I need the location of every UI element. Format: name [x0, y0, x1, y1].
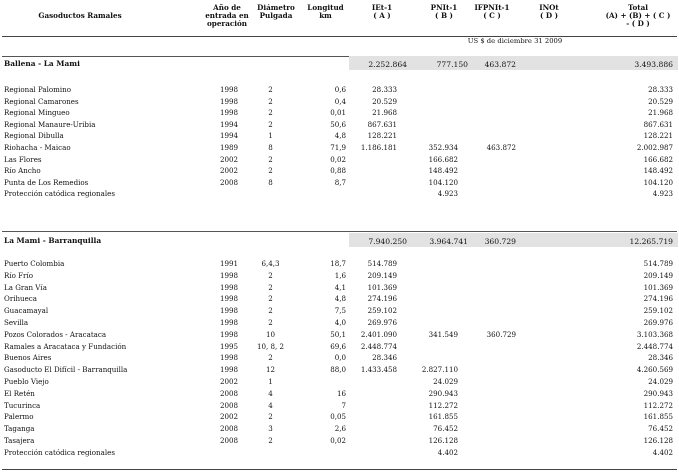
row-name: Protección catódica regionales — [4, 447, 115, 457]
row-iet: 1.186.181 — [360, 143, 397, 152]
header-name: Gasoductos Ramales — [38, 11, 122, 20]
row-iet: 867.631 — [367, 119, 397, 129]
row-diameter: 2 — [268, 154, 273, 164]
row-year: 1998 — [219, 365, 238, 375]
row-year: 1998 — [219, 85, 238, 94]
row-iet: 1.433.458 — [360, 365, 397, 375]
table-row — [0, 108, 679, 119]
section-total-a: 7.940.250 — [368, 236, 407, 246]
row-diameter: 2 — [268, 119, 273, 129]
row-diameter: 4 — [268, 400, 273, 410]
header-pnit-label: PNIt-1 — [430, 3, 458, 12]
row-total: 3.103.368 — [636, 329, 673, 339]
row-total: 4.402 — [652, 447, 673, 457]
row-year: 2008 — [219, 388, 238, 398]
row-iet: 128.221 — [367, 131, 397, 141]
row-pnit: 341.549 — [428, 329, 458, 339]
row-name: Gasoducto El Difícil - Barranquilla — [4, 365, 128, 375]
row-year: 2008 — [219, 177, 238, 187]
table-row — [0, 131, 679, 142]
row-length: 0,4 — [334, 96, 346, 106]
row-pnit: 126.128 — [428, 436, 458, 445]
row-diameter: 2 — [268, 108, 273, 118]
row-name: Tucurinca — [4, 400, 41, 410]
row-pnit: 161.855 — [428, 412, 458, 422]
row-iet: 259.102 — [367, 306, 397, 316]
row-iet: 274.196 — [367, 294, 397, 304]
row-iet: 101.369 — [367, 282, 397, 292]
row-year: 1998 — [219, 282, 238, 292]
row-pnit: 166.682 — [428, 154, 458, 164]
row-length: 88,0 — [330, 365, 346, 375]
row-year: 1991 — [219, 259, 238, 268]
row-total: 4.923 — [652, 189, 673, 199]
row-year: 1989 — [219, 143, 238, 152]
row-year: 1998 — [219, 108, 238, 118]
row-year: 1998 — [219, 96, 238, 106]
header-length: Longitud km — [307, 3, 344, 21]
header-inot — [525, 4, 573, 20]
table-bottom-divider — [2, 469, 677, 470]
table-row — [0, 424, 679, 435]
row-total: 28.346 — [648, 353, 673, 363]
row-year: 1995 — [219, 341, 238, 351]
row-length: 4,8 — [334, 131, 346, 141]
row-diameter: 10, 8, 2 — [256, 341, 285, 351]
row-total: 76.452 — [648, 424, 673, 434]
row-pnit: 290.943 — [428, 388, 458, 398]
header-ifpnit-sub: ( C ) — [483, 11, 501, 21]
row-iet: 20.529 — [372, 96, 397, 106]
section-total-a: 2.252.864 — [368, 59, 407, 69]
table-row — [0, 330, 679, 341]
row-total: 4.260.569 — [636, 365, 673, 375]
table-row — [0, 448, 679, 459]
row-pnit: 76.452 — [433, 424, 458, 434]
row-name: Río Ancho — [4, 166, 41, 176]
row-iet: 514.789 — [367, 259, 397, 268]
header-year: Año de entrada en operación — [205, 3, 249, 29]
row-iet: 2.448.774 — [360, 341, 397, 351]
row-total: 161.855 — [643, 412, 673, 422]
row-name: Regional Palomino — [4, 85, 71, 94]
row-name: Buenos Aires — [4, 353, 52, 363]
table-header — [0, 4, 679, 38]
row-total: 166.682 — [643, 154, 673, 164]
row-pnit: 104.120 — [428, 177, 458, 187]
row-length: 0,6 — [334, 85, 346, 94]
table-row — [0, 120, 679, 131]
row-total: 128.221 — [643, 131, 673, 141]
table-row — [0, 353, 679, 364]
table-row — [0, 401, 679, 412]
row-total: 104.120 — [643, 177, 673, 187]
row-year: 1998 — [219, 353, 238, 363]
row-name: Sevilla — [4, 318, 29, 327]
row-diameter: 2 — [268, 353, 273, 363]
section-total-c: 360.729 — [484, 236, 516, 246]
table-row — [0, 294, 679, 305]
units-note: US $ de diciembre 31 2009 — [467, 37, 563, 45]
row-length: 8,7 — [334, 177, 346, 187]
row-total: 101.369 — [643, 282, 673, 292]
row-length: 18,7 — [330, 259, 346, 268]
section-total-b: 777.150 — [436, 59, 468, 69]
row-length: 50,6 — [330, 119, 346, 129]
section-title: Ballena - La Mami — [4, 59, 80, 68]
row-diameter: 8 — [268, 177, 273, 187]
table-row — [0, 85, 679, 96]
section-total-c: 463.872 — [484, 59, 516, 69]
row-length: 16 — [336, 388, 346, 398]
row-iet: 28.333 — [372, 85, 397, 94]
row-name: Taganga — [4, 424, 35, 434]
row-name: Regional Dibulla — [4, 131, 64, 141]
row-diameter: 3 — [268, 424, 273, 434]
row-total: 2.002.987 — [636, 143, 673, 152]
header-inot-label: INOt — [539, 3, 559, 12]
table-row — [0, 377, 679, 388]
row-length: 0,02 — [330, 154, 346, 164]
row-name: Puerto Colombia — [4, 259, 65, 268]
row-name: Regional Manaure-Uribia — [4, 119, 96, 129]
row-diameter: 2 — [268, 412, 273, 422]
row-total: 867.631 — [643, 119, 673, 129]
row-total: 148.492 — [643, 166, 673, 176]
row-iet: 209.149 — [367, 270, 397, 280]
row-name: Río Frío — [4, 270, 33, 280]
row-length: 4,1 — [334, 282, 346, 292]
row-diameter: 2 — [268, 282, 273, 292]
row-length: 0,88 — [330, 166, 346, 176]
row-total: 24.029 — [648, 377, 673, 386]
row-ifpnit: 360.729 — [486, 329, 516, 339]
row-total: 269.976 — [643, 318, 673, 327]
row-total: 259.102 — [643, 306, 673, 316]
header-ifpnit-label: IFPNIt-1 — [474, 3, 510, 12]
row-year: 2002 — [219, 377, 238, 386]
row-diameter: 2 — [268, 85, 273, 94]
row-diameter: 2 — [268, 318, 273, 327]
table-row — [0, 412, 679, 423]
row-name: Orihueca — [4, 294, 38, 304]
row-year: 2008 — [219, 436, 238, 445]
row-pnit: 4.402 — [437, 447, 458, 457]
table-row — [0, 178, 679, 189]
row-name: Punta de Los Remedios — [4, 177, 89, 187]
row-year: 1998 — [219, 329, 238, 339]
row-year: 1998 — [219, 270, 238, 280]
header-pnit-sub: ( B ) — [435, 11, 453, 21]
row-year: 2008 — [219, 400, 238, 410]
header-total — [603, 4, 673, 29]
section-total-b: 3.964.741 — [429, 236, 468, 246]
table-row — [0, 283, 679, 294]
row-length: 0,0 — [334, 353, 346, 363]
table-row — [0, 143, 679, 154]
row-diameter: 2 — [268, 436, 273, 445]
row-year: 1994 — [219, 119, 238, 129]
row-diameter: 4 — [268, 388, 273, 398]
table-row — [0, 166, 679, 177]
row-length: 0,05 — [330, 412, 346, 422]
row-total: 209.149 — [643, 270, 673, 280]
header-inot-sub: ( D ) — [539, 11, 559, 21]
row-total: 20.529 — [648, 96, 673, 106]
row-name: Regional Camarones — [4, 96, 79, 106]
row-total: 2.448.774 — [636, 341, 673, 351]
row-pnit: 2.827.110 — [421, 365, 458, 375]
section-total-t: 12.265.719 — [629, 236, 673, 246]
table-row — [0, 271, 679, 282]
row-diameter: 6,4,3 — [261, 259, 280, 268]
row-ifpnit: 463.872 — [486, 143, 516, 152]
row-diameter: 1 — [268, 131, 273, 141]
header-diameter: Diámetro Pulgada — [257, 3, 295, 21]
row-diameter: 2 — [268, 306, 273, 316]
section-title: La Mami - Barranquilla — [4, 236, 102, 245]
row-year: 2002 — [219, 412, 238, 422]
row-diameter: 2 — [268, 294, 273, 304]
row-diameter: 2 — [268, 96, 273, 106]
row-total: 290.943 — [643, 388, 673, 398]
header-total-sub: (A) + (B) + ( C ) - ( D ) — [605, 11, 671, 29]
row-name: Riohacha - Maicao — [4, 143, 71, 152]
row-pnit: 352.934 — [428, 143, 458, 152]
row-diameter: 1 — [268, 377, 273, 386]
table-row — [0, 365, 679, 376]
row-total: 112.272 — [643, 400, 673, 410]
row-length: 4,8 — [334, 294, 346, 304]
table-row — [0, 436, 679, 447]
row-pnit: 112.272 — [428, 400, 458, 410]
table-row — [0, 389, 679, 400]
row-diameter: 2 — [268, 270, 273, 280]
section-total-t: 3.493.886 — [634, 59, 673, 69]
row-iet: 21.968 — [372, 108, 397, 118]
table-row — [0, 306, 679, 317]
header-total-label: Total — [627, 3, 649, 12]
row-length: 0,01 — [330, 108, 346, 118]
row-total: 514.789 — [643, 259, 673, 268]
row-total: 126.128 — [643, 436, 673, 445]
row-diameter: 8 — [268, 143, 273, 152]
row-year: 1998 — [219, 318, 238, 327]
row-year: 2008 — [219, 424, 238, 434]
header-iet-label: IEt-1 — [371, 3, 393, 12]
row-length: 71,9 — [330, 143, 346, 152]
row-iet: 28.346 — [372, 353, 397, 363]
header-ifpnit — [468, 4, 516, 20]
row-name: Ramales a Aracataca y Fundación — [4, 341, 127, 351]
row-diameter: 10 — [265, 329, 276, 339]
row-name: Tasajera — [4, 436, 35, 445]
row-name: Pozos Colorados - Aracataca — [4, 329, 107, 339]
header-iet-sub: ( A ) — [373, 11, 391, 21]
row-pnit: 148.492 — [428, 166, 458, 176]
row-length: 69,6 — [330, 341, 346, 351]
table-row — [0, 155, 679, 166]
row-year: 1994 — [219, 131, 238, 141]
header-iet — [358, 4, 406, 20]
table-row — [0, 97, 679, 108]
row-name: Las Flores — [4, 154, 42, 164]
row-total: 28.333 — [648, 85, 673, 94]
row-year: 2002 — [219, 154, 238, 164]
row-length: 0,02 — [330, 436, 346, 445]
row-total: 274.196 — [643, 294, 673, 304]
row-year: 2002 — [219, 166, 238, 176]
row-iet: 2.401.090 — [360, 329, 397, 339]
row-length: 4,0 — [334, 318, 346, 327]
row-diameter: 12 — [265, 365, 276, 375]
row-year: 1998 — [219, 306, 238, 316]
row-length: 1,6 — [334, 270, 346, 280]
row-pnit: 4.923 — [437, 189, 458, 199]
row-name: Guacamayal — [4, 306, 49, 316]
table-row — [0, 189, 679, 200]
row-total: 21.968 — [648, 108, 673, 118]
section-divider — [2, 231, 677, 232]
row-name: Protección catódica regionales — [4, 189, 115, 199]
table-row — [0, 318, 679, 329]
row-iet: 269.976 — [367, 318, 397, 327]
row-length: 7,5 — [334, 306, 346, 316]
row-year: 1998 — [219, 294, 238, 304]
table-row — [0, 259, 679, 270]
row-length: 50,1 — [330, 329, 346, 339]
row-name: Regional Mingueo — [4, 108, 70, 118]
row-name: La Gran Vía — [4, 282, 47, 292]
row-diameter: 2 — [268, 166, 273, 176]
row-name: Palermo — [4, 412, 34, 422]
row-name: Pueblo Viejo — [4, 377, 49, 386]
table-row — [0, 342, 679, 353]
row-name: El Retén — [4, 388, 35, 398]
row-length: 7 — [341, 400, 346, 410]
header-pnit — [420, 4, 468, 20]
row-length: 2,6 — [334, 424, 346, 434]
row-pnit: 24.029 — [433, 377, 458, 386]
